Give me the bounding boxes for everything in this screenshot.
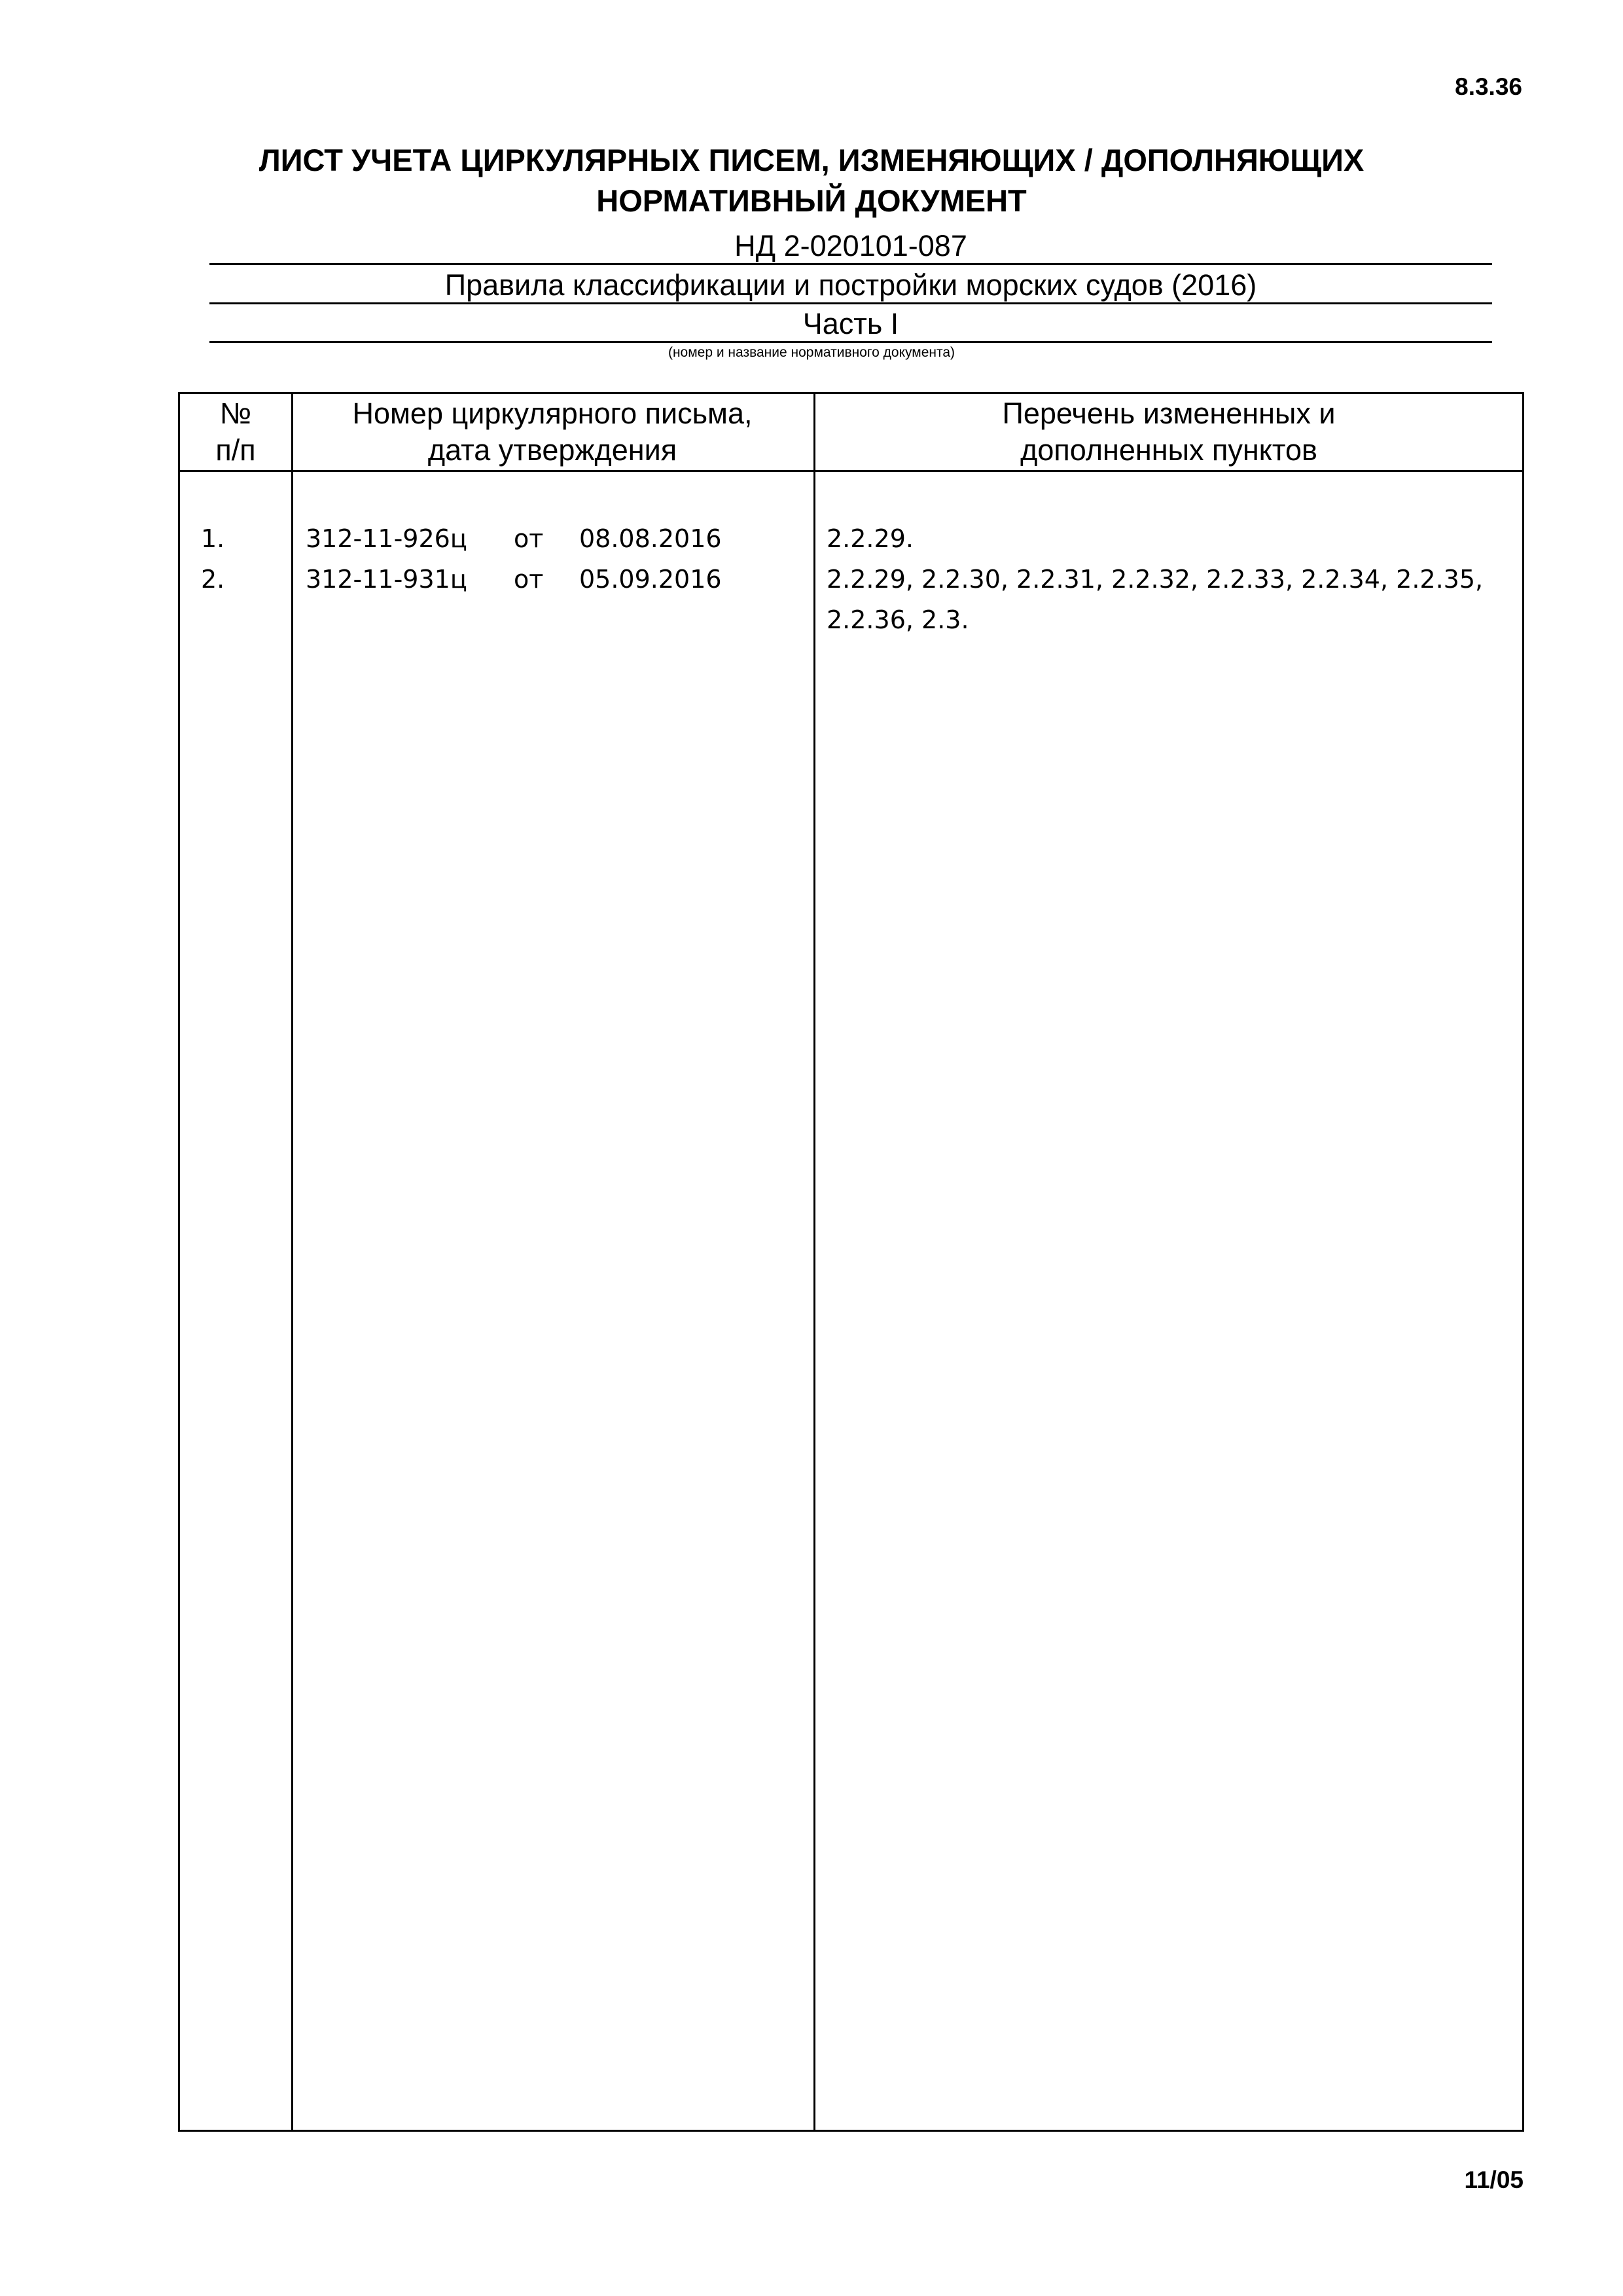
title-line-2: НОРМАТИВНЫЙ ДОКУМЕНТ (596, 183, 1027, 218)
page-number: 11/05 (1464, 2166, 1524, 2193)
document-name: Правила классификации и постройки морских судов (2016) (209, 268, 1492, 304)
page-title (0, 140, 1623, 221)
letter-from: от (514, 565, 544, 594)
table-body (180, 518, 1522, 640)
column-header-items: Перечень измененных и дополненных пунктов (1002, 397, 1336, 467)
letter-number: 312-11-926ц (306, 524, 467, 553)
document-part: Часть I (209, 307, 1492, 343)
changed-items: 2.2.29, 2.2.30, 2.2.31, 2.2.32, 2.2.33, 2.2.34, 2.2.35, 2.2.36, 2.3. (827, 565, 1484, 634)
circular-letters-table (178, 392, 1524, 2132)
table-row (180, 518, 1522, 559)
letter-date: 08.08.2016 (579, 524, 722, 553)
circular-letter (291, 559, 813, 640)
changed-items: 2.2.29. (827, 524, 914, 553)
title-line-1: ЛИСТ УЧЕТА ЦИРКУЛЯРНЫХ ПИСЕМ, ИЗМЕНЯЮЩИХ / ДОПОЛНЯЮЩИХ (259, 143, 1364, 177)
letter-date: 05.09.2016 (579, 565, 722, 594)
row-number: 1. (201, 524, 225, 553)
header-divider (180, 470, 1522, 472)
letter-from: от (514, 524, 544, 553)
letter-number: 312-11-931ц (306, 565, 467, 594)
column-divider (813, 394, 815, 2130)
form-code: 8.3.36 (1455, 73, 1522, 100)
column-header-letter: Номер циркулярного письма, дата утверждения (352, 397, 753, 467)
column-divider (291, 394, 293, 2130)
document-number: НД 2-020101-087 (209, 229, 1492, 265)
circular-letter (291, 518, 813, 559)
column-header-number: № п/п (215, 397, 256, 467)
row-number: 2. (201, 565, 225, 594)
table-row (180, 559, 1522, 640)
document-hint: (номер и название нормативного документа) (668, 345, 955, 360)
